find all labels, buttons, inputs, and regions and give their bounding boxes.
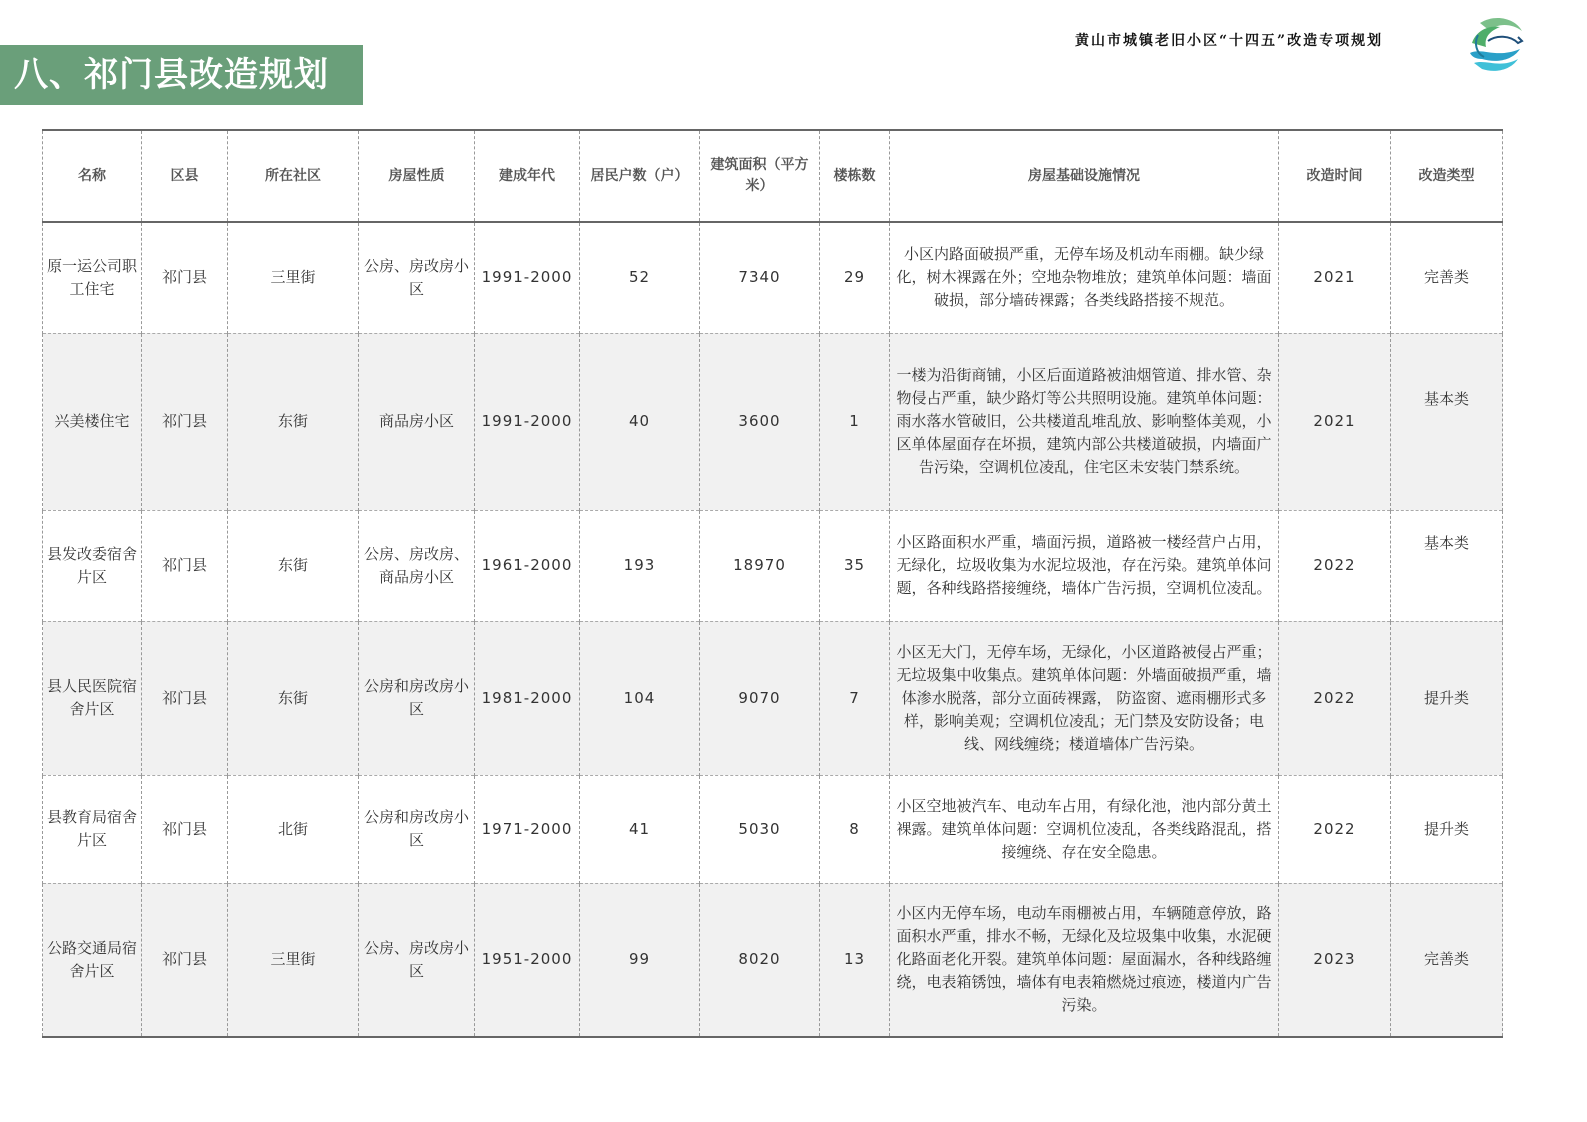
landscape-logo-icon [1466,13,1524,75]
cell-area: 3600 [700,333,820,510]
header-community: 所在社区 [228,130,359,222]
cell-buildings: 35 [820,510,890,621]
cell-type-label: 基本类 [1423,534,1469,552]
cell-era: 1991-2000 [475,222,580,333]
cell-type: 完善类 [1391,222,1503,333]
cell-era: 1981-2000 [475,621,580,775]
cell-community: 北街 [228,775,359,883]
cell-time: 2021 [1279,222,1391,333]
cell-name: 县教育局宿舍片区 [43,775,142,883]
cell-county: 祁门县 [142,775,228,883]
cell-community: 东街 [228,510,359,621]
table-row [43,621,1503,775]
cell-time: 2022 [1279,510,1391,621]
header-nature: 房屋性质 [359,130,475,222]
section-title: 八、祁门县改造规划 [0,45,363,105]
cell-condition: 小区空地被汽车、电动车占用，有绿化池，池内部分黄土裸露。建筑单体问题：空调机位凌乱，各类线路混乱，搭接缠绕、存在安全隐患。 [890,775,1279,883]
header-name: 名称 [43,130,142,222]
table-row [43,222,1503,333]
cell-type: 提升类 [1391,621,1503,775]
cell-county: 祁门县 [142,510,228,621]
cell-buildings: 13 [820,883,890,1037]
cell-era: 1951-2000 [475,883,580,1037]
cell-era: 1971-2000 [475,775,580,883]
cell-county: 祁门县 [142,333,228,510]
table-row [43,510,1503,621]
cell-time: 2021 [1279,333,1391,510]
cell-era: 1991-2000 [475,333,580,510]
table-row [43,333,1503,510]
cell-nature: 公房和房改房小区 [359,621,475,775]
cell-condition: 小区无大门，无停车场，无绿化，小区道路被侵占严重；无垃圾集中收集点。建筑单体问题：外墙面破损严重，墙体渗水脱落，部分立面砖裸露， 防盗窗、遮雨棚形式多样，影响美观；空调机位凌乱；无门禁及安防设备；电线、网线缠绕；楼道墙体广告污染。 [890,621,1279,775]
cell-nature: 商品房小区 [359,333,475,510]
cell-county: 祁门县 [142,621,228,775]
cell-condition: 一楼为沿街商铺，小区后面道路被油烟管道、排水管、杂物侵占严重，缺少路灯等公共照明设施。建筑单体问题：雨水落水管破旧，公共楼道乱堆乱放、影响整体美观，小区单体屋面存在坏损，建筑内部公共楼道破损，内墙面广告污染，空调机位凌乱，住宅区未安装门禁系统。 [890,333,1279,510]
header-time: 改造时间 [1279,130,1391,222]
cell-households: 104 [580,621,700,775]
table-row [43,775,1503,883]
table-row [43,883,1503,1037]
cell-name: 兴美楼住宅 [43,333,142,510]
cell-county: 祁门县 [142,222,228,333]
cell-type: 完善类 [1391,883,1503,1037]
cell-buildings: 1 [820,333,890,510]
cell-community: 东街 [228,621,359,775]
cell-county: 祁门县 [142,883,228,1037]
cell-area: 5030 [700,775,820,883]
header-county: 区县 [142,130,228,222]
cell-nature: 公房、房改房、商品房小区 [359,510,475,621]
cell-type [1391,510,1503,621]
cell-type-label: 基本类 [1423,390,1469,408]
cell-households: 193 [580,510,700,621]
cell-time: 2022 [1279,621,1391,775]
cell-condition: 小区内路面破损严重，无停车场及机动车雨棚。缺少绿化，树木裸露在外；空地杂物堆放；建筑单体问题：墙面破损，部分墙砖裸露；各类线路搭接不规范。 [890,222,1279,333]
cell-area: 8020 [700,883,820,1037]
cell-nature: 公房、房改房小区 [359,883,475,1037]
cell-condition: 小区内无停车场，电动车雨棚被占用，车辆随意停放，路面积水严重，排水不畅，无绿化及垃圾集中收集，水泥硬化路面老化开裂。建筑单体问题：屋面漏水，各种线路缠绕，电表箱锈蚀，墙体有电表箱燃烧过痕迹，楼道内广告污染。 [890,883,1279,1037]
header-condition: 房屋基础设施情况 [890,130,1279,222]
cell-time: 2022 [1279,775,1391,883]
cell-area: 18970 [700,510,820,621]
cell-name: 县发改委宿舍片区 [43,510,142,621]
cell-buildings: 7 [820,621,890,775]
header-area: 建筑面积（平方米） [700,130,820,222]
cell-households: 40 [580,333,700,510]
header-type: 改造类型 [1391,130,1503,222]
cell-nature: 公房、房改房小区 [359,222,475,333]
cell-households: 99 [580,883,700,1037]
cell-name: 县人民医院宿舍片区 [43,621,142,775]
cell-community: 三里街 [228,222,359,333]
header-era: 建成年代 [475,130,580,222]
cell-type: 提升类 [1391,775,1503,883]
header-buildings: 楼栋数 [820,130,890,222]
cell-households: 41 [580,775,700,883]
cell-name: 公路交通局宿舍片区 [43,883,142,1037]
cell-buildings: 29 [820,222,890,333]
cell-households: 52 [580,222,700,333]
cell-buildings: 8 [820,775,890,883]
cell-area: 7340 [700,222,820,333]
renovation-plan-table [42,129,1503,1038]
cell-community: 三里街 [228,883,359,1037]
cell-nature: 公房和房改房小区 [359,775,475,883]
cell-time: 2023 [1279,883,1391,1037]
document-title: 黄山市城镇老旧小区“十四五”改造专项规划 [1075,33,1384,49]
cell-condition: 小区路面积水严重，墙面污损，道路被一楼经营户占用，无绿化，垃圾收集为水泥垃圾池，存在污染。建筑单体问题，各种线路搭接缠绕，墙体广告污损，空调机位凌乱。 [890,510,1279,621]
table-header-row [43,130,1503,222]
cell-area: 9070 [700,621,820,775]
cell-name: 原一运公司职工住宅 [43,222,142,333]
cell-type [1391,333,1503,510]
cell-era: 1961-2000 [475,510,580,621]
cell-community: 东街 [228,333,359,510]
header-households: 居民户数（户） [580,130,700,222]
